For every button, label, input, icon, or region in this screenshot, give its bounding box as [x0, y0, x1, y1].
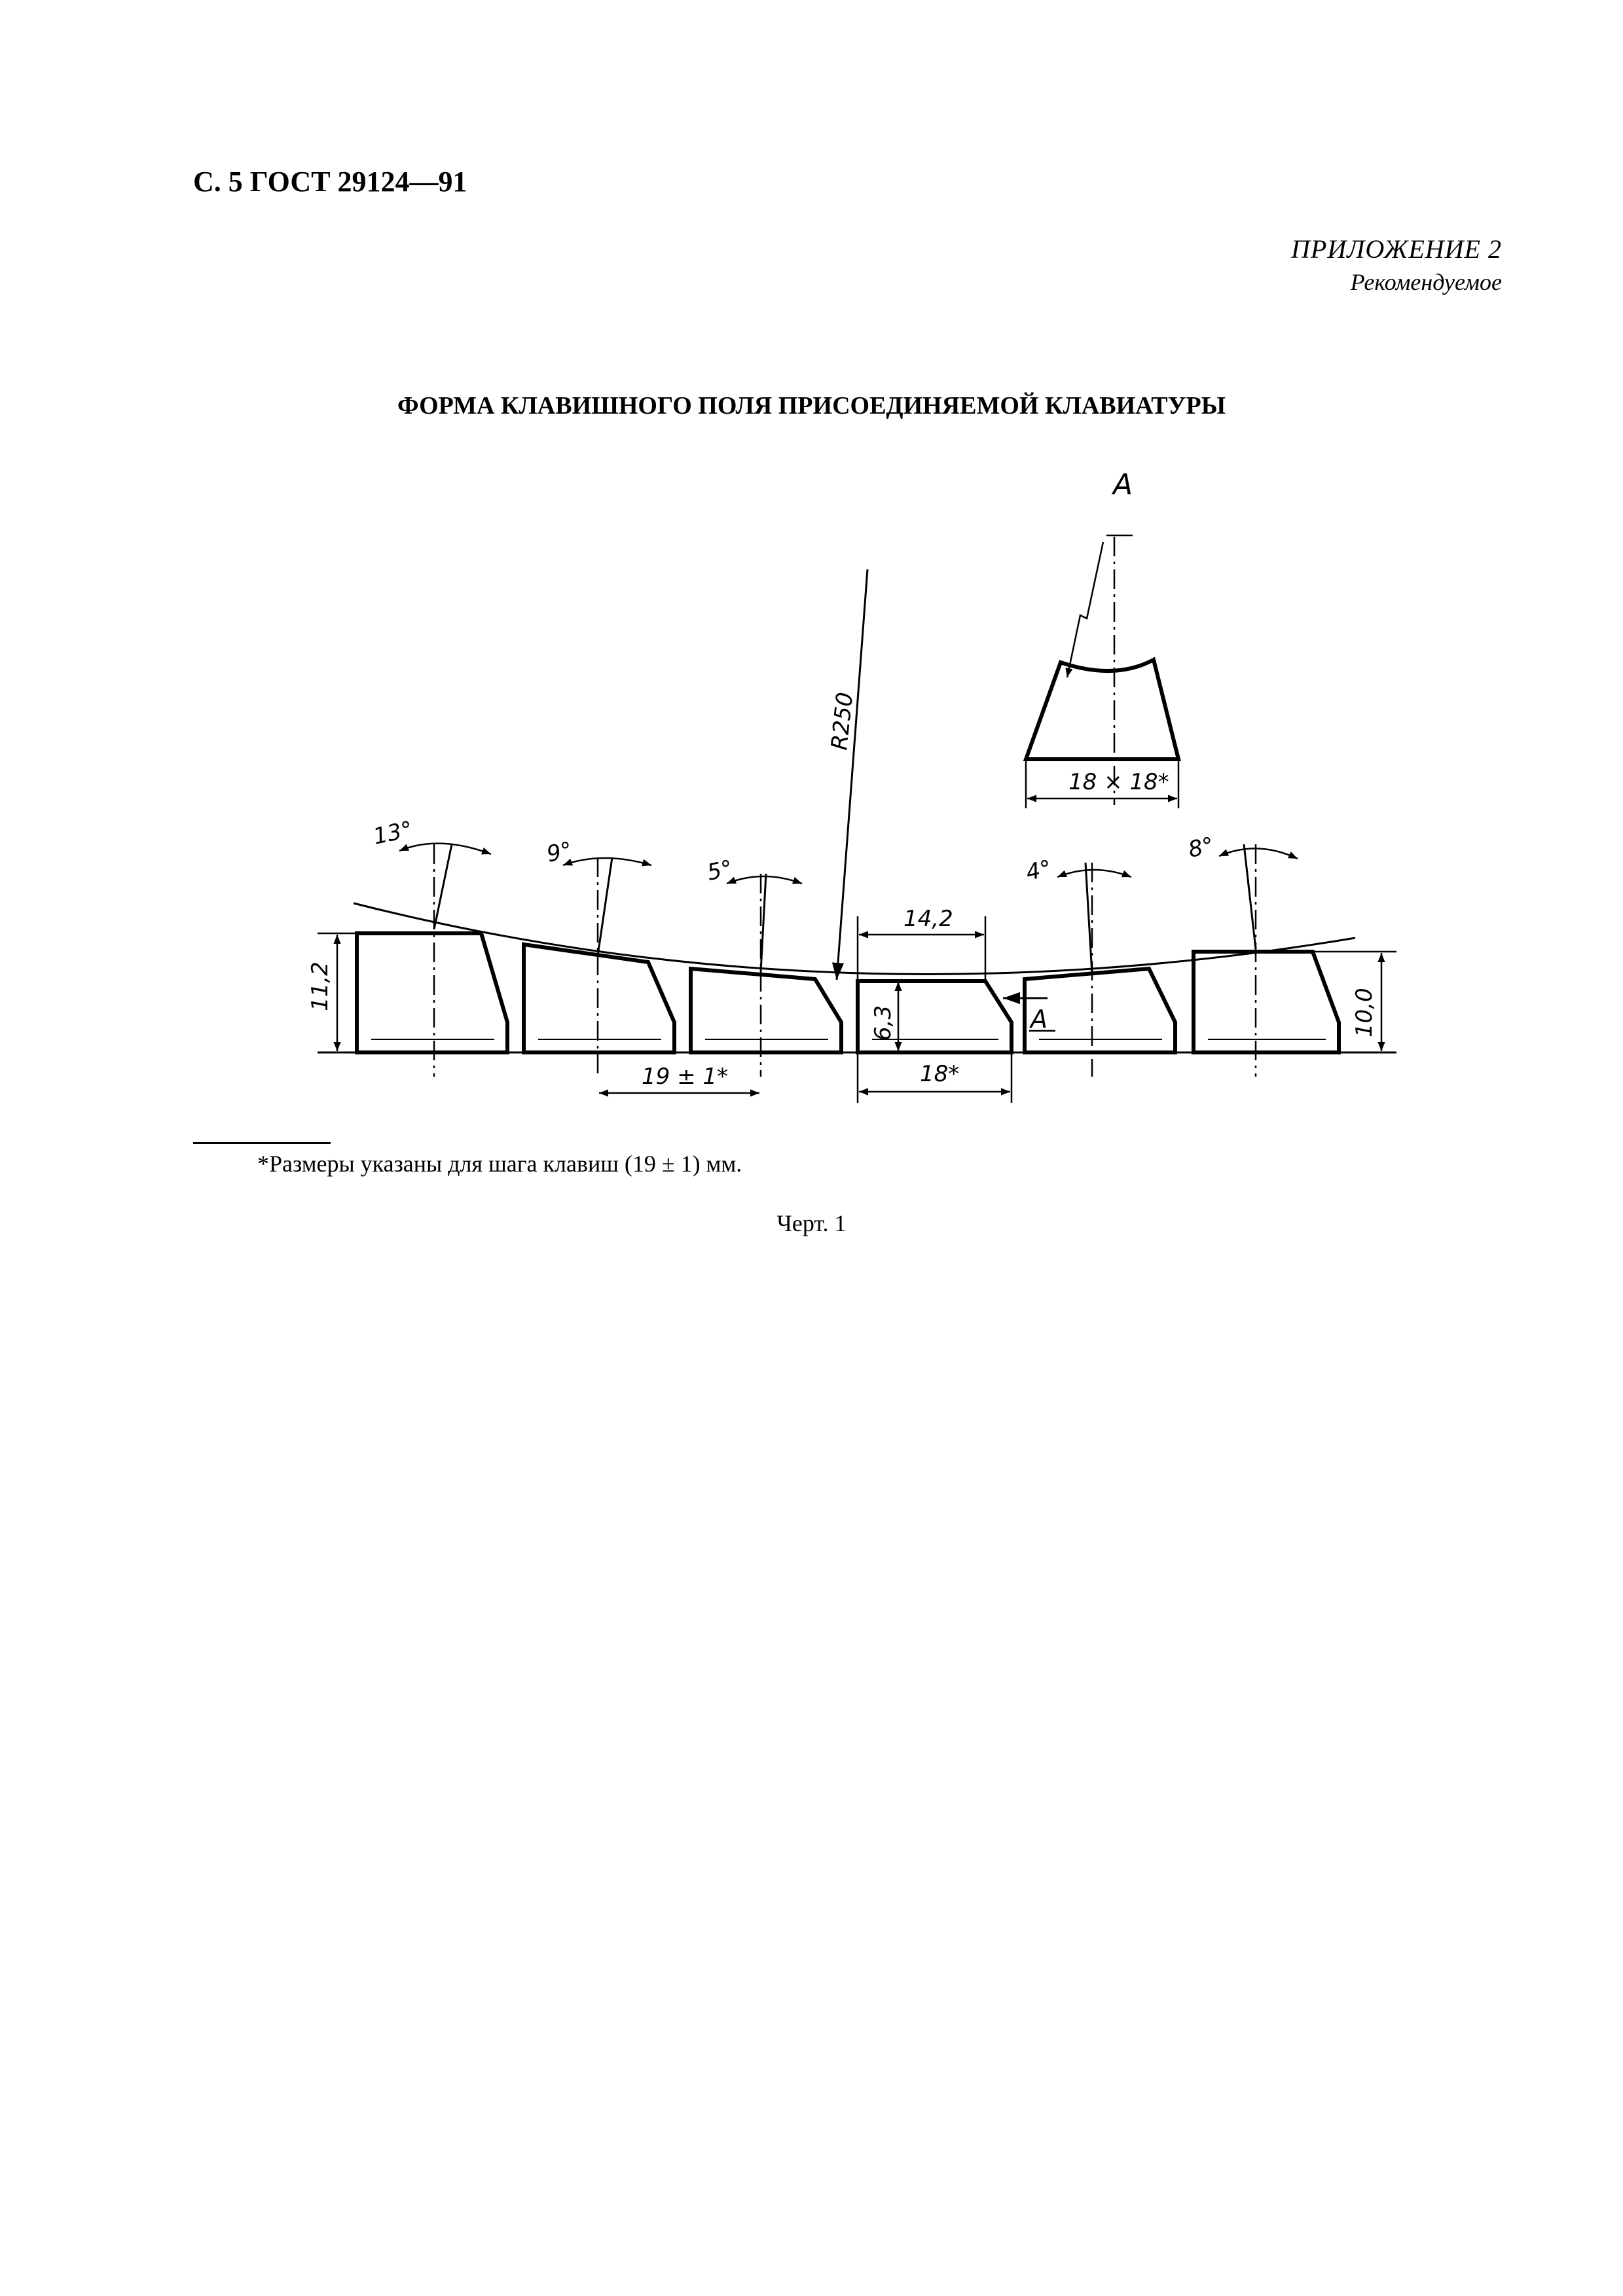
- dim-right-height: 10,0: [1351, 988, 1377, 1037]
- tilt-key-6: [1244, 844, 1256, 949]
- view-a-leader: [1067, 542, 1103, 677]
- key-2: [524, 944, 674, 1052]
- dim-pitch: 19 ± 1*: [642, 1064, 728, 1090]
- key-1: [357, 933, 507, 1052]
- tilt-label-4: 4°: [1023, 855, 1054, 886]
- view-a-width: 18 × 18*: [1068, 769, 1169, 795]
- footnote-rule: [193, 1142, 331, 1144]
- tilt-key-1: [434, 844, 452, 929]
- dim-base-width: 18*: [920, 1061, 960, 1087]
- radius-leader: [837, 569, 867, 980]
- figure-caption: Черт. 1: [776, 1210, 847, 1236]
- tilt-label-2: 9°: [544, 836, 575, 868]
- appendix-label: ПРИЛОЖЕНИЕ 2: [1291, 234, 1502, 264]
- tilt-label-1: 13°: [371, 816, 415, 850]
- angle-arc-4: [1057, 870, 1131, 877]
- appendix-status: Рекомендуемое: [1350, 269, 1502, 295]
- section-mark-label: А: [1030, 1005, 1048, 1033]
- view-a-key: [1026, 660, 1178, 759]
- document-title: ФОРМА КЛАВИШНОГО ПОЛЯ ПРИСОЕДИНЯЕМОЙ КЛАВИАТУРЫ: [397, 392, 1226, 420]
- dim-inner-height: 6,3: [870, 1005, 896, 1041]
- dim-left-height: 11,2: [307, 961, 333, 1011]
- angle-arc-5: [1219, 848, 1298, 859]
- tilt-label-5: 8°: [1186, 832, 1216, 863]
- radius-label: R250: [826, 691, 859, 751]
- angle-arc-3: [727, 876, 802, 884]
- angle-arc-2: [563, 858, 651, 865]
- dim-top-width: 14,2: [903, 906, 953, 932]
- field-curve: [354, 903, 1355, 974]
- view-a-label: А: [1113, 468, 1133, 501]
- footnote: *Размеры указаны для шага клавиш (19 ± 1) мм.: [257, 1151, 742, 1177]
- page-header: С. 5 ГОСТ 29124—91: [193, 166, 467, 198]
- tilt-key-2: [598, 857, 612, 956]
- key-6: [1194, 952, 1339, 1052]
- tilt-label-3: 5°: [704, 855, 735, 886]
- angle-arc-1: [399, 844, 491, 854]
- tilt-key-5: [1085, 863, 1092, 974]
